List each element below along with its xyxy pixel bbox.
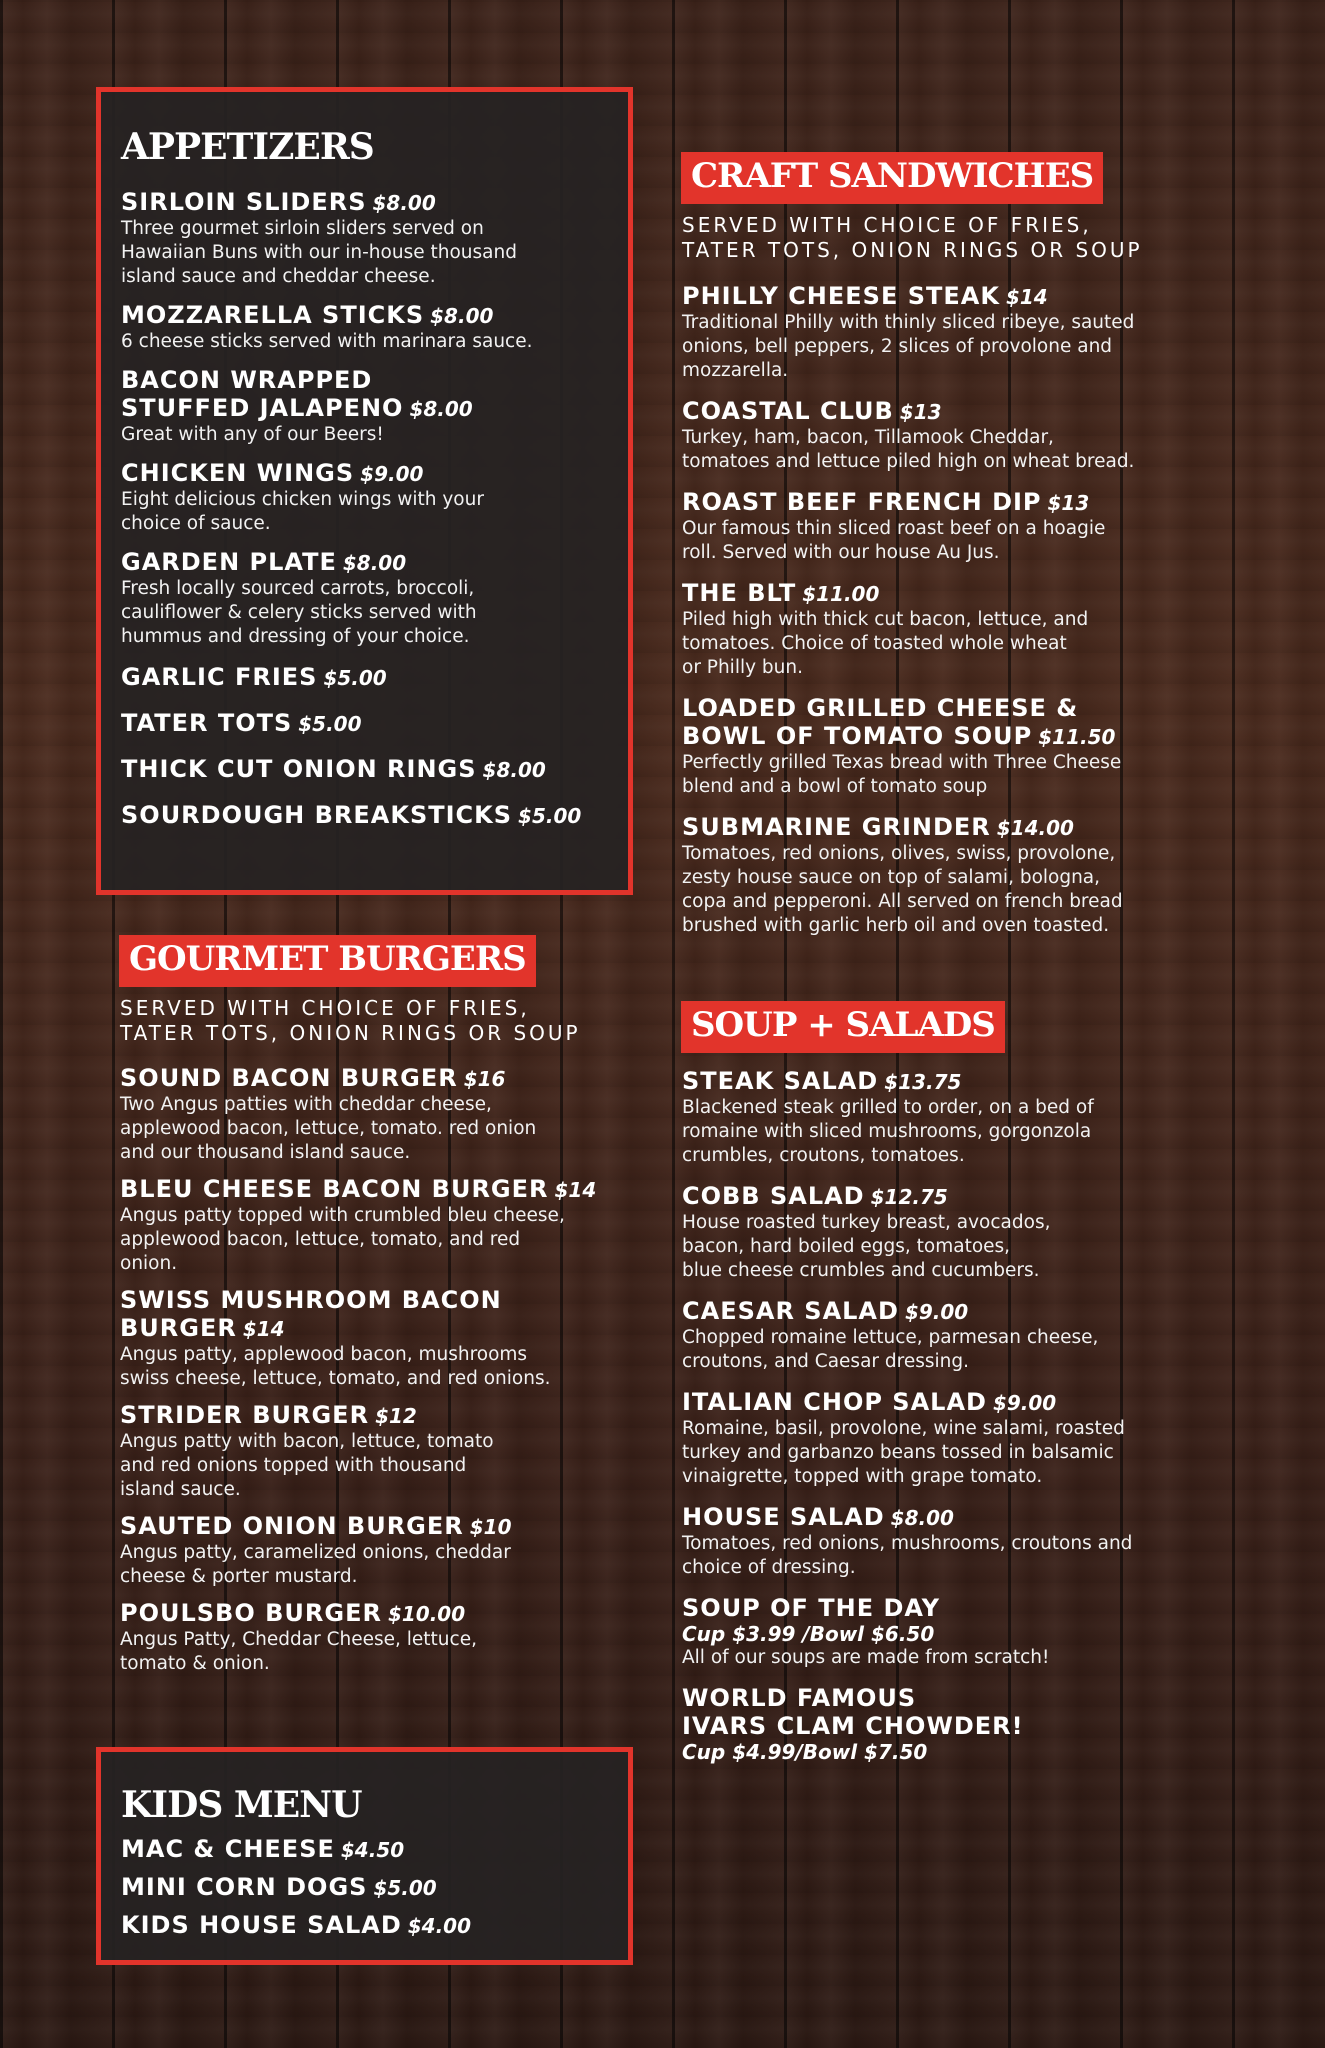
item-name: HOUSE SALAD [682, 1503, 885, 1531]
item-price: $8.00 [482, 758, 546, 782]
item-price: $14.00 [996, 816, 1074, 840]
menu-item [120, 1175, 640, 1276]
item-description: Tomatoes, red onions, mushrooms, croutons and choice of dressing. [682, 1533, 1133, 1578]
item-description: Traditional Philly with thinly sliced ribeye, sauted onions, bell peppers, 2 slices of provolone and mozzarella. [682, 312, 1135, 381]
item-description: Fresh locally sourced carrots, broccoli, cauliflower & celery sticks served with hummus and dressing of your choice. [121, 578, 477, 647]
item-name: THICK CUT ONION RINGS [121, 755, 477, 783]
item-price: $4.50 [340, 1838, 405, 1862]
item-price: $11.00 [802, 582, 880, 606]
menu-item [682, 397, 1302, 474]
item-name: MOZZARELLA STICKS [121, 301, 425, 329]
menu-item [121, 801, 621, 830]
menu-item [121, 1873, 621, 1902]
item-name: SUBMARINE GRINDER [682, 813, 991, 841]
menu-item [121, 755, 621, 784]
item-name: GARDEN PLATE [121, 548, 337, 576]
item-price: $12.75 [870, 1185, 948, 1209]
item-description: Two Angus patties with cheddar cheese, applewood bacon, lettuce, tomato. red onion and our thousand island sauce. [120, 1094, 537, 1163]
item-price: $13.75 [884, 1070, 962, 1094]
item-name: MAC & CHEESE [121, 1835, 335, 1863]
menu-item [121, 301, 621, 354]
item-price: $11.50 [1038, 725, 1116, 749]
item-price: $8.00 [342, 551, 407, 575]
sandwiches-list [682, 282, 1302, 938]
menu-item [121, 366, 621, 447]
menu-item [120, 1512, 640, 1589]
item-description: Perfectly grilled Texas bread with Three Cheese blend and a bowl of tomato soup [682, 752, 1122, 797]
menu-item [682, 813, 1302, 938]
item-price: $8.00 [409, 397, 473, 421]
appetizers-title: APPETIZERS [121, 126, 374, 168]
menu-item [120, 1599, 640, 1676]
soup-of-the-day [682, 1594, 1302, 1670]
appetizers-list [121, 188, 621, 830]
item-description: Angus patty topped with crumbled bleu cheese, applewood bacon, lettuce, tomato, and red onion. [120, 1205, 565, 1274]
item-price: $10 [469, 1515, 512, 1539]
kids-menu-box [96, 1747, 633, 1965]
item-price: $5.00 [298, 712, 362, 736]
menu-item [121, 1911, 621, 1940]
item-name: WORLD FAMOUS IVARS CLAM CHOWDER! [682, 1684, 1024, 1740]
item-name: POULSBO BURGER [120, 1599, 382, 1627]
item-price: $16 [463, 1067, 506, 1091]
salads-title: SOUP + SALADS [681, 1001, 1005, 1053]
menu-item [120, 1286, 640, 1391]
menu-item [682, 694, 1302, 799]
item-name: CHICKEN WINGS [121, 459, 355, 487]
item-name: COASTAL CLUB [682, 397, 894, 425]
item-name: CAESAR SALAD [682, 1297, 899, 1325]
item-price: $9.00 [904, 1300, 969, 1324]
item-description: Angus patty, caramelized onions, cheddar cheese & porter mustard. [120, 1542, 511, 1587]
burgers-title: GOURMET BURGERS [119, 935, 536, 987]
item-description: Romaine, basil, provolone, wine salami, roasted turkey and garbanzo beans tossed in balsamic vinaigrette, topped with grape tomato. [682, 1418, 1125, 1487]
item-name: STEAK SALAD [682, 1067, 879, 1095]
menu-item [120, 1401, 640, 1502]
item-price: $9.00 [992, 1391, 1057, 1415]
menu-item [121, 663, 621, 692]
item-description: 6 cheese sticks served with marinara sauce. [121, 331, 533, 352]
item-name: PHILLY CHEESE STEAK [682, 282, 1000, 310]
item-price: $8.00 [372, 191, 436, 215]
menu-item [682, 579, 1302, 680]
item-price: $5.00 [518, 804, 582, 828]
item-name: SIRLOIN SLIDERS [121, 188, 367, 216]
sandwiches-served-with: SERVED WITH CHOICE OF FRIES, TATER TOTS, ONION RINGS OR SOUP [682, 213, 1143, 262]
item-name: SOUND BACON BURGER [120, 1064, 458, 1092]
item-name: ITALIAN CHOP SALAD [682, 1388, 987, 1416]
item-price: $5.00 [323, 666, 387, 690]
sandwiches-title: CRAFT SANDWICHES [681, 152, 1103, 204]
item-description: All of our soups are made from scratch! [682, 1647, 1050, 1668]
item-description: Angus patty with bacon, lettuce, tomato and red onions topped with thousand island sauce. [120, 1431, 494, 1500]
item-name: BLEU CHEESE BACON BURGER [120, 1175, 549, 1203]
menu-item [682, 1182, 1302, 1283]
item-name: COBB SALAD [682, 1182, 865, 1210]
item-description: Chopped romaine lettuce, parmesan cheese, croutons, and Caesar dressing. [682, 1327, 1099, 1372]
item-name: TATER TOTS [121, 709, 293, 737]
item-price: $10.00 [387, 1602, 466, 1626]
item-price: $13 [899, 400, 942, 424]
item-price: $5.00 [373, 1876, 437, 1900]
item-name: SOURDOUGH BREAKSTICKS [121, 801, 513, 829]
item-name: MINI CORN DOGS [121, 1873, 368, 1901]
item-name: SOUP OF THE DAY [682, 1594, 941, 1622]
item-price: Cup $3.99 /Bowl $6.50 [682, 1622, 935, 1646]
menu-item [682, 1067, 1302, 1168]
item-name: THE BLT [682, 579, 797, 607]
item-price: $13 [1047, 491, 1090, 515]
menu-item [682, 1388, 1302, 1489]
item-description: Our famous thin sliced roast beef on a hoagie roll. Served with our house Au Jus. [682, 518, 1106, 563]
menu-item [121, 459, 621, 536]
item-price: $14 [554, 1178, 597, 1202]
menu-item [682, 282, 1302, 383]
item-description: House roasted turkey breast, avocados, bacon, hard boiled eggs, tomatoes, blue cheese crumbles and cucumbers. [682, 1212, 1051, 1281]
menu-item [682, 1297, 1302, 1374]
item-price: $8.00 [430, 304, 494, 328]
item-description: Angus patty, applewood bacon, mushrooms swiss cheese, lettuce, tomato, and red onions. [120, 1344, 551, 1389]
item-price: Cup $4.99/Bowl $7.50 [682, 1740, 928, 1764]
item-price: $14 [242, 1317, 285, 1341]
item-name: STRIDER BURGER [120, 1401, 370, 1429]
menu-item [121, 188, 621, 289]
burgers-list [120, 1064, 640, 1676]
item-description: Angus Patty, Cheddar Cheese, lettuce, tomato & onion. [120, 1629, 477, 1674]
item-description: Turkey, ham, bacon, Tillamook Cheddar, tomatoes and lettuce piled high on wheat bread. [682, 427, 1135, 472]
item-description: Three gourmet sirloin sliders served on Hawaiian Buns with our in-house thousand island sauce and cheddar cheese. [121, 218, 517, 287]
menu-item [682, 488, 1302, 565]
item-description: Piled high with thick cut bacon, lettuce, and tomatoes. Choice of toasted whole wheat or Philly bun. [682, 609, 1089, 678]
menu-item [121, 548, 621, 649]
menu-item [120, 1064, 640, 1165]
kids-menu-title: KIDS MENU [121, 1784, 362, 1826]
burgers-served-with: SERVED WITH CHOICE OF FRIES, TATER TOTS, ONION RINGS OR SOUP [120, 996, 581, 1045]
item-price: $4.00 [407, 1914, 472, 1938]
appetizers-box [96, 87, 633, 895]
item-description: Eight delicious chicken wings with your choice of sauce. [121, 489, 484, 534]
item-name: SWISS MUSHROOM BACON BURGER [120, 1286, 502, 1342]
item-name: BACON WRAPPED STUFFED JALAPENO [121, 366, 404, 422]
menu-item [121, 709, 621, 738]
item-name: GARLIC FRIES [121, 663, 318, 691]
item-description: Great with any of our Beers! [121, 424, 384, 445]
item-description: Tomatoes, red onions, olives, swiss, provolone, zesty house sauce on top of salami, bologna, copa and pepperoni. All served on french bread brushed with garlic herb oil and oven toasted. [682, 843, 1123, 936]
item-price: $9.00 [360, 462, 424, 486]
item-price: $14 [1005, 285, 1048, 309]
item-price: $8.00 [890, 1506, 954, 1530]
menu-item [121, 1835, 621, 1864]
item-name: KIDS HOUSE SALAD [121, 1911, 402, 1939]
menu-item [682, 1503, 1302, 1580]
clam-chowder [682, 1684, 1302, 1764]
item-price: $12 [375, 1404, 417, 1428]
item-description: Blackened steak grilled to order, on a bed of romaine with sliced mushrooms, gorgonzola crumbles, croutons, tomatoes. [682, 1097, 1094, 1166]
salads-list [682, 1067, 1302, 1764]
kids-menu-list [121, 1835, 621, 1940]
item-name: LOADED GRILLED CHEESE & BOWL OF TOMATO SOUP [682, 694, 1079, 750]
item-name: ROAST BEEF FRENCH DIP [682, 488, 1042, 516]
item-name: SAUTED ONION BURGER [120, 1512, 464, 1540]
